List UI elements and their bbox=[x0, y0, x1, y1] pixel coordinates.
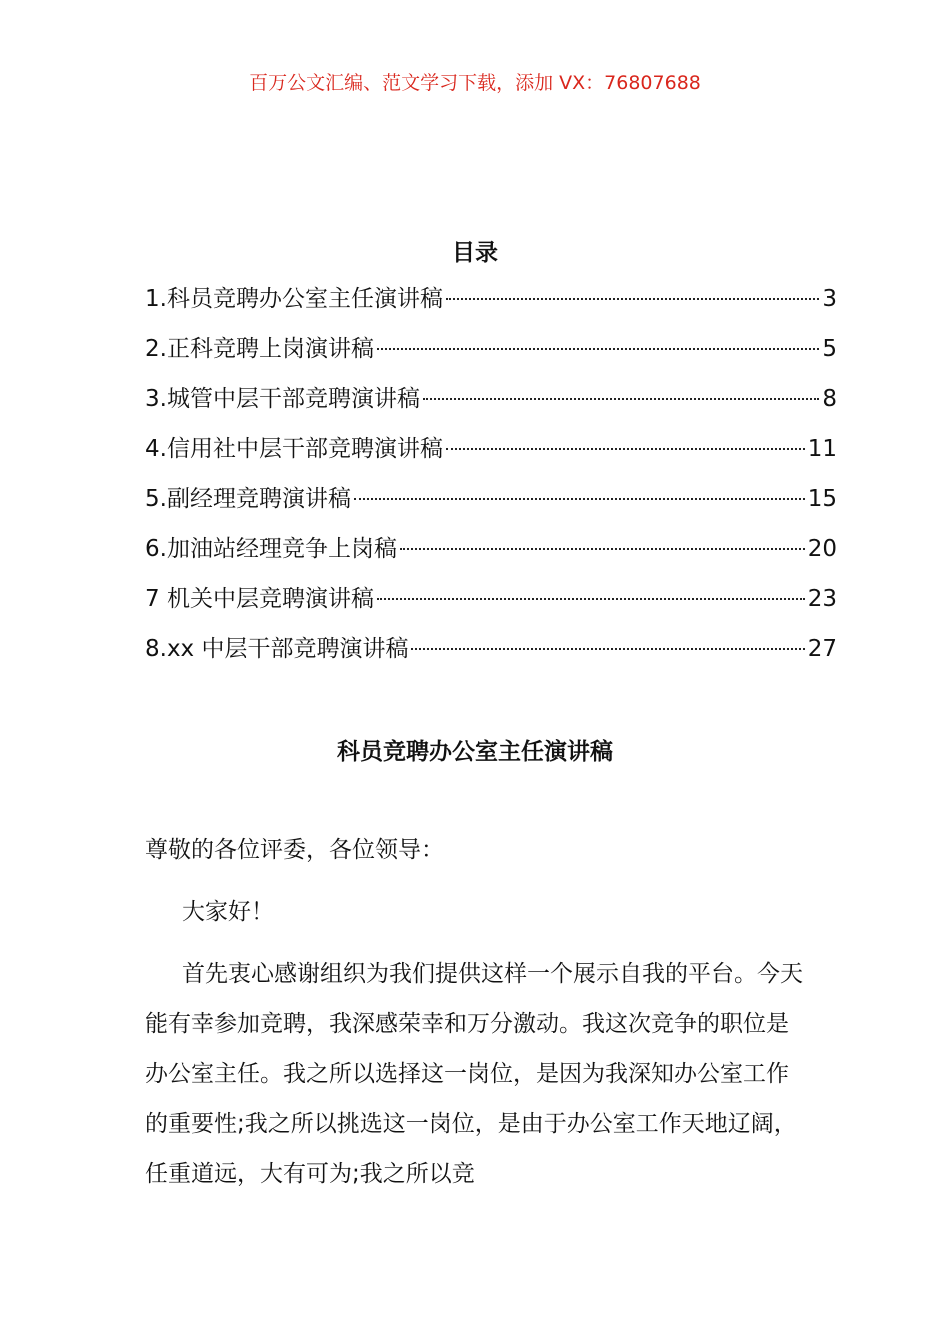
toc-entry-page: 15 bbox=[807, 486, 837, 512]
toc-entry-label: 8.xx 中层干部竞聘演讲稿 bbox=[145, 636, 409, 662]
toc-entry-label: 4.信用社中层干部竞聘演讲稿 bbox=[145, 436, 443, 462]
toc-entry-page: 8 bbox=[822, 386, 837, 412]
toc-entry[interactable] bbox=[145, 630, 837, 680]
toc-leader-dots bbox=[400, 548, 805, 550]
article-title: 科员竞聘办公室主任演讲稿 bbox=[337, 739, 613, 765]
toc-entry-page: 20 bbox=[807, 536, 837, 562]
header-watermark: 百万公文汇编、范文学习下载，添加 VX：76807688 bbox=[249, 72, 701, 94]
toc-leader-dots bbox=[411, 648, 804, 650]
toc-entry[interactable] bbox=[145, 580, 837, 630]
toc-leader-dots bbox=[354, 498, 805, 500]
toc-entry-label: 3.城管中层干部竞聘演讲稿 bbox=[145, 386, 420, 412]
article-paragraph: 首先衷心感谢组织为我们提供这样一个展示自我的平台。今天能有幸参加竞聘，我深感荣幸和万分激动。我这次竞争的职位是办公室主任。我之所以选择这一岗位，是因为我深知办公室工作的重要性;我之所以挑选这一岗位，是由于办公室工作天地辽阔，任重道远，大有可为;我之所以竞 bbox=[145, 961, 803, 1187]
toc-leader-dots bbox=[446, 448, 805, 450]
toc-entry[interactable] bbox=[145, 380, 837, 430]
article-greeting: 大家好！ bbox=[182, 899, 274, 925]
toc-entry[interactable] bbox=[145, 280, 837, 330]
toc-entry-label: 6.加油站经理竞争上岗稿 bbox=[145, 536, 397, 562]
toc-entry-page: 5 bbox=[822, 336, 837, 362]
toc-entry-label: 2.正科竞聘上岗演讲稿 bbox=[145, 336, 374, 362]
toc-leader-dots bbox=[446, 298, 819, 300]
toc-entry-label: 1.科员竞聘办公室主任演讲稿 bbox=[145, 286, 443, 312]
toc-entry[interactable] bbox=[145, 430, 837, 480]
toc-entry[interactable] bbox=[145, 530, 837, 580]
toc-entry-label: 7 机关中层竞聘演讲稿 bbox=[145, 586, 374, 612]
toc-leader-dots bbox=[377, 598, 805, 600]
table-of-contents bbox=[145, 280, 837, 680]
toc-entry-label: 5.副经理竞聘演讲稿 bbox=[145, 486, 351, 512]
toc-entry-page: 11 bbox=[807, 436, 837, 462]
toc-entry[interactable] bbox=[145, 330, 837, 380]
toc-leader-dots bbox=[377, 348, 819, 350]
article-salutation: 尊敬的各位评委，各位领导： bbox=[145, 837, 444, 863]
toc-entry-page: 23 bbox=[807, 586, 837, 612]
toc-leader-dots bbox=[423, 398, 819, 400]
toc-entry-page: 27 bbox=[807, 636, 837, 662]
toc-entry-page: 3 bbox=[822, 286, 837, 312]
toc-title: 目录 bbox=[452, 240, 498, 266]
toc-entry[interactable] bbox=[145, 480, 837, 530]
